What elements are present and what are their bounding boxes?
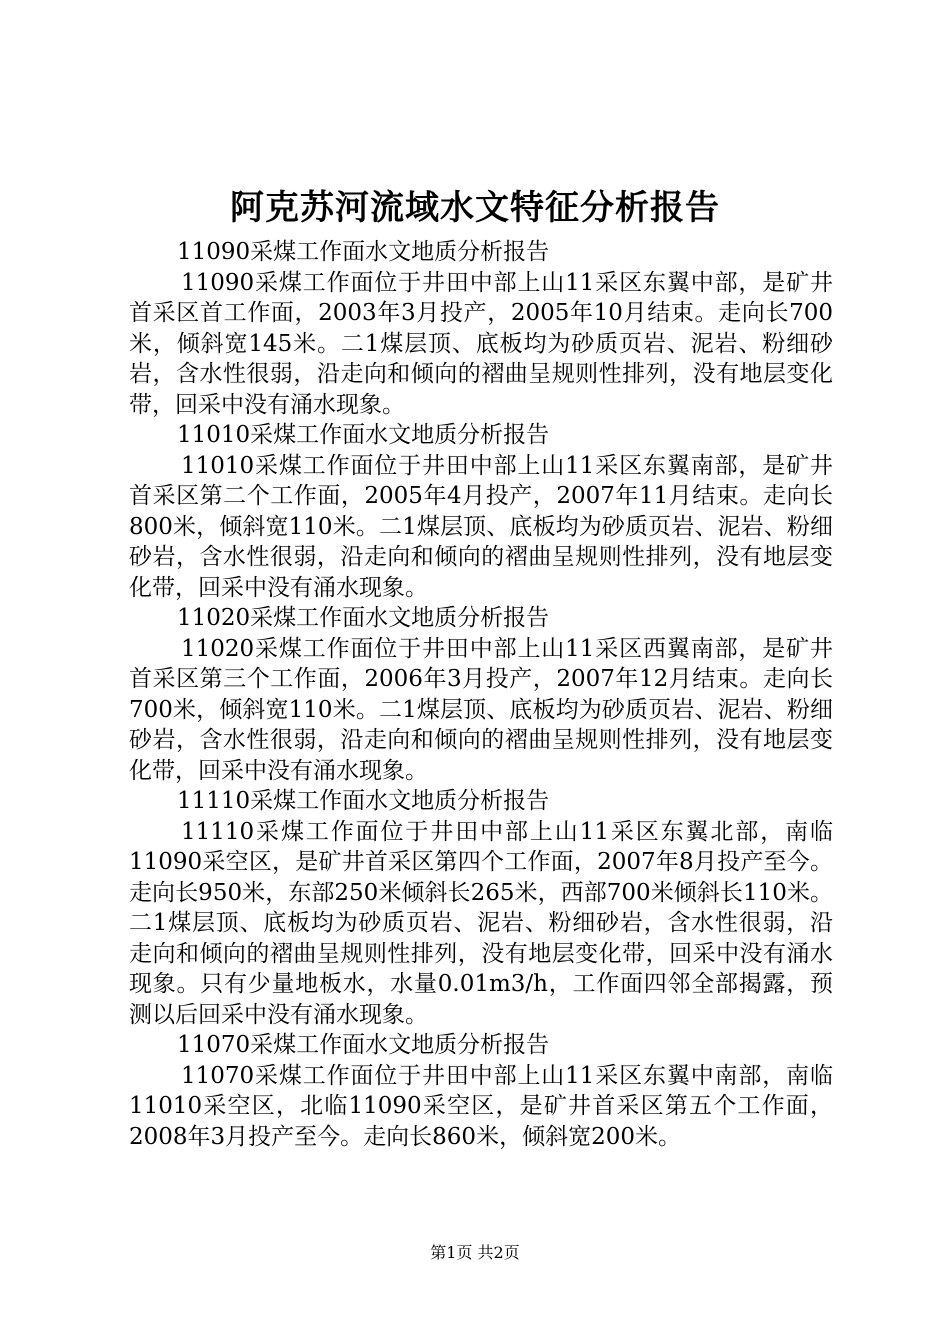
section-paragraph-11090: 11090采煤工作面位于井田中部上山11采区东翼中部，是矿井首采区首工作面，2003年3月投产，2005年10月结束。走向长700米，倾斜宽145米。二1煤层顶、底板均为砂质页岩、泥岩、粉细砂岩，含水性很弱，沿走向和倾向的褶曲呈规则性排列，没有地层变化带，回采中没有涌水现象。 — [129, 269, 833, 418]
section-heading-11110: 11110采煤工作面水文地质分析报告 — [177, 788, 550, 814]
section-heading-11090: 11090采煤工作面水文地质分析报告 — [177, 239, 550, 265]
section-paragraph-11070: 11070采煤工作面位于井田中部上山11采区东翼中南部，南临11010采空区，北临11090采空区，是矿井首采区第五个工作面，2008年3月投产至今。走向长860米，倾斜宽200米。 — [129, 1062, 833, 1150]
section-paragraph-11110: 11110采煤工作面位于井田中部上山11采区东翼北部，南临11090采空区，是矿井首采区第四个工作面，2007年8月投产至今。走向长950米，东部250米倾斜长265米，西部700米倾斜长110米。二1煤层顶、底板均为砂质页岩、泥岩、粉细砂岩，含水性很弱，沿走向和倾向的褶曲呈规则性排列，没有地层变化带，回采中没有涌水现象。只有少量地板水，水量0.01m3/h，工作面四邻全部揭露，预测以后回采中没有涌水现象。 — [129, 818, 833, 1028]
page-footer: 第1页 共2页 — [430, 1243, 520, 1262]
document-body — [129, 237, 833, 1152]
section-heading-11020: 11020采煤工作面水文地质分析报告 — [177, 605, 550, 631]
section-heading-11070: 11070采煤工作面水文地质分析报告 — [177, 1032, 550, 1058]
section-heading-11010: 11010采煤工作面水文地质分析报告 — [177, 422, 550, 448]
document-title: 阿克苏河流域水文特征分析报告 — [230, 188, 720, 228]
section-paragraph-11020: 11020采煤工作面位于井田中部上山11采区西翼南部，是矿井首采区第三个工作面，2006年3月投产，2007年12月结束。走向长700米，倾斜宽110米。二1煤层顶、底板均为砂质页岩、泥岩、粉细砂岩，含水性很弱，沿走向和倾向的褶曲呈规则性排列，没有地层变化带，回采中没有涌水现象。 — [129, 635, 833, 784]
section-paragraph-11010: 11010采煤工作面位于井田中部上山11采区东翼南部，是矿井首采区第二个工作面，2005年4月投产，2007年11月结束。走向长800米，倾斜宽110米。二1煤层顶、底板均为砂质页岩、泥岩、粉细砂岩，含水性很弱，沿走向和倾向的褶曲呈规则性排列，没有地层变化带，回采中没有涌水现象。 — [129, 452, 833, 601]
